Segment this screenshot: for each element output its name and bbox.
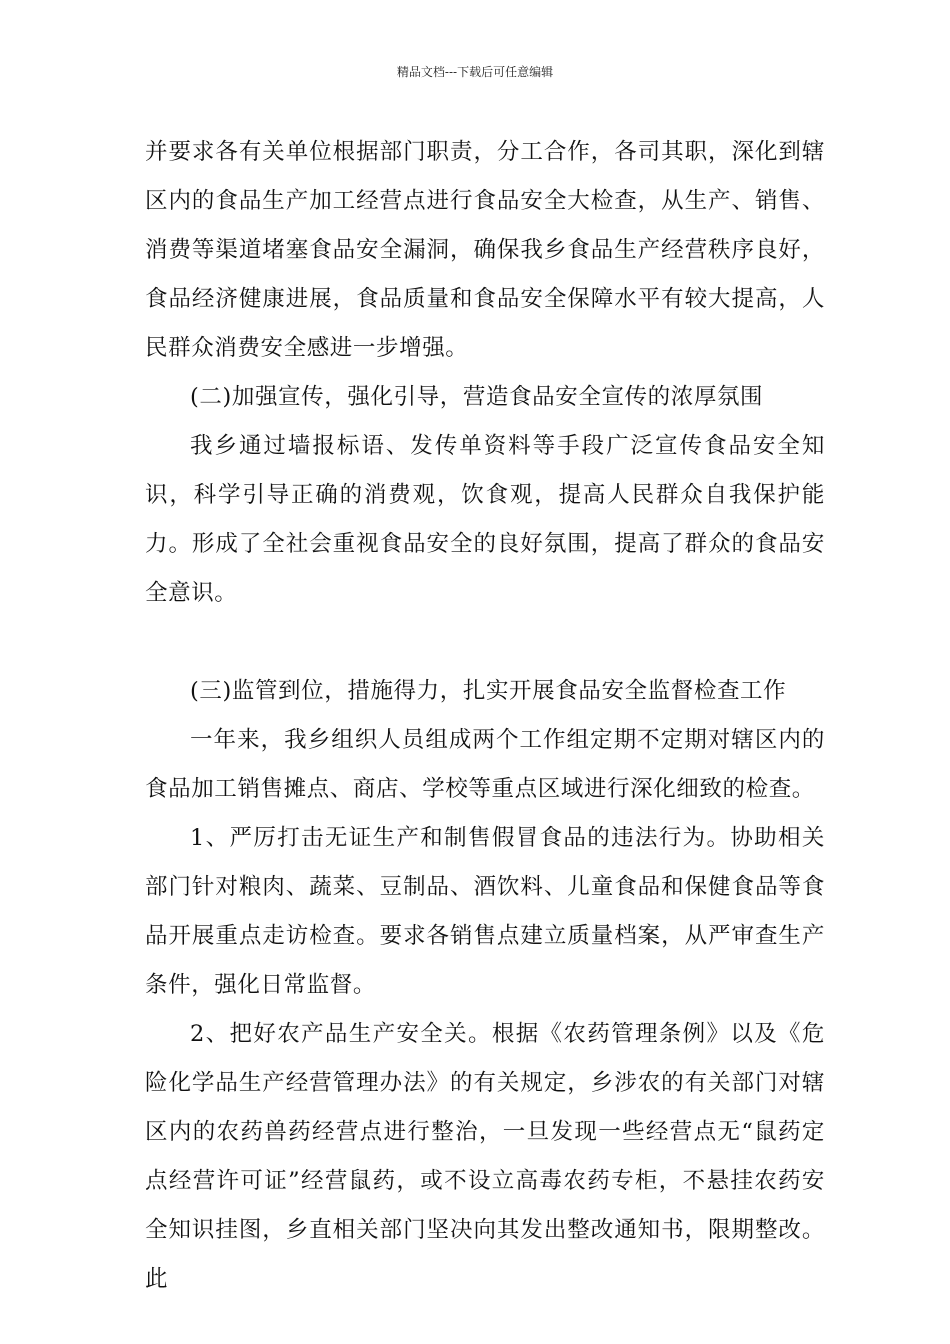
paragraph-item-2: 2、把好农产品生产安全关。根据《农药管理条例》以及《危险化学品生产经营管理办法》的有关规定，乡涉农的有关部门对辖区内的农药兽药经营点进行整治，一旦发现一些经营点无“鼠药定点经营许可证”经营鼠药，或不设立高毒农药专柜，不悬挂农药安全知识挂图，乡直相关部门坚决向其发出整改通知书，限期整改。此	[145, 1021, 825, 1292]
paragraph-continuation: 并要求各有关单位根据部门职责，分工合作，各司其职，深化到辖区内的食品生产加工经营点进行食品安全大检查，从生产、销售、消费等渠道堵塞食品安全漏洞，确保我乡食品生产经营秩序良好，食品经济健康进展，食品质量和食品安全保障水平有较大提高，人民群众消费安全感进一步增强。	[145, 139, 825, 361]
paragraph-publicity: 我乡通过墙报标语、发传单资料等手段广泛宣传食品安全知识，科学引导正确的消费观，饮食观，提高人民群众自我保护能力。形成了全社会重视食品安全的良好氛围，提高了群众的食品安全意识。	[145, 433, 825, 606]
section-heading-3: (三)监管到位，措施得力，扎实开展食品安全监督检查工作	[190, 678, 787, 704]
paragraph-spacer	[145, 618, 825, 667]
paragraph-inspection: 一年来，我乡组织人员组成两个工作组定期不定期对辖区内的食品加工销售摊点、商店、学校等重点区域进行深化细致的检查。	[145, 727, 825, 802]
document-body	[145, 128, 825, 1304]
section-heading-2: (二)加强宣传，强化引导，营造食品安全宣传的浓厚氛围	[190, 384, 764, 410]
page-header: 精品文档---下载后可任意编辑	[396, 65, 554, 79]
paragraph-item-1: 1、严厉打击无证生产和制售假冒食品的违法行为。协助相关部门针对粮肉、蔬菜、豆制品、酒饮料、儿童食品和保健食品等食品开展重点走访检查。要求各销售点建立质量档案，从严审查生产条件，强化日常监督。	[145, 825, 825, 998]
